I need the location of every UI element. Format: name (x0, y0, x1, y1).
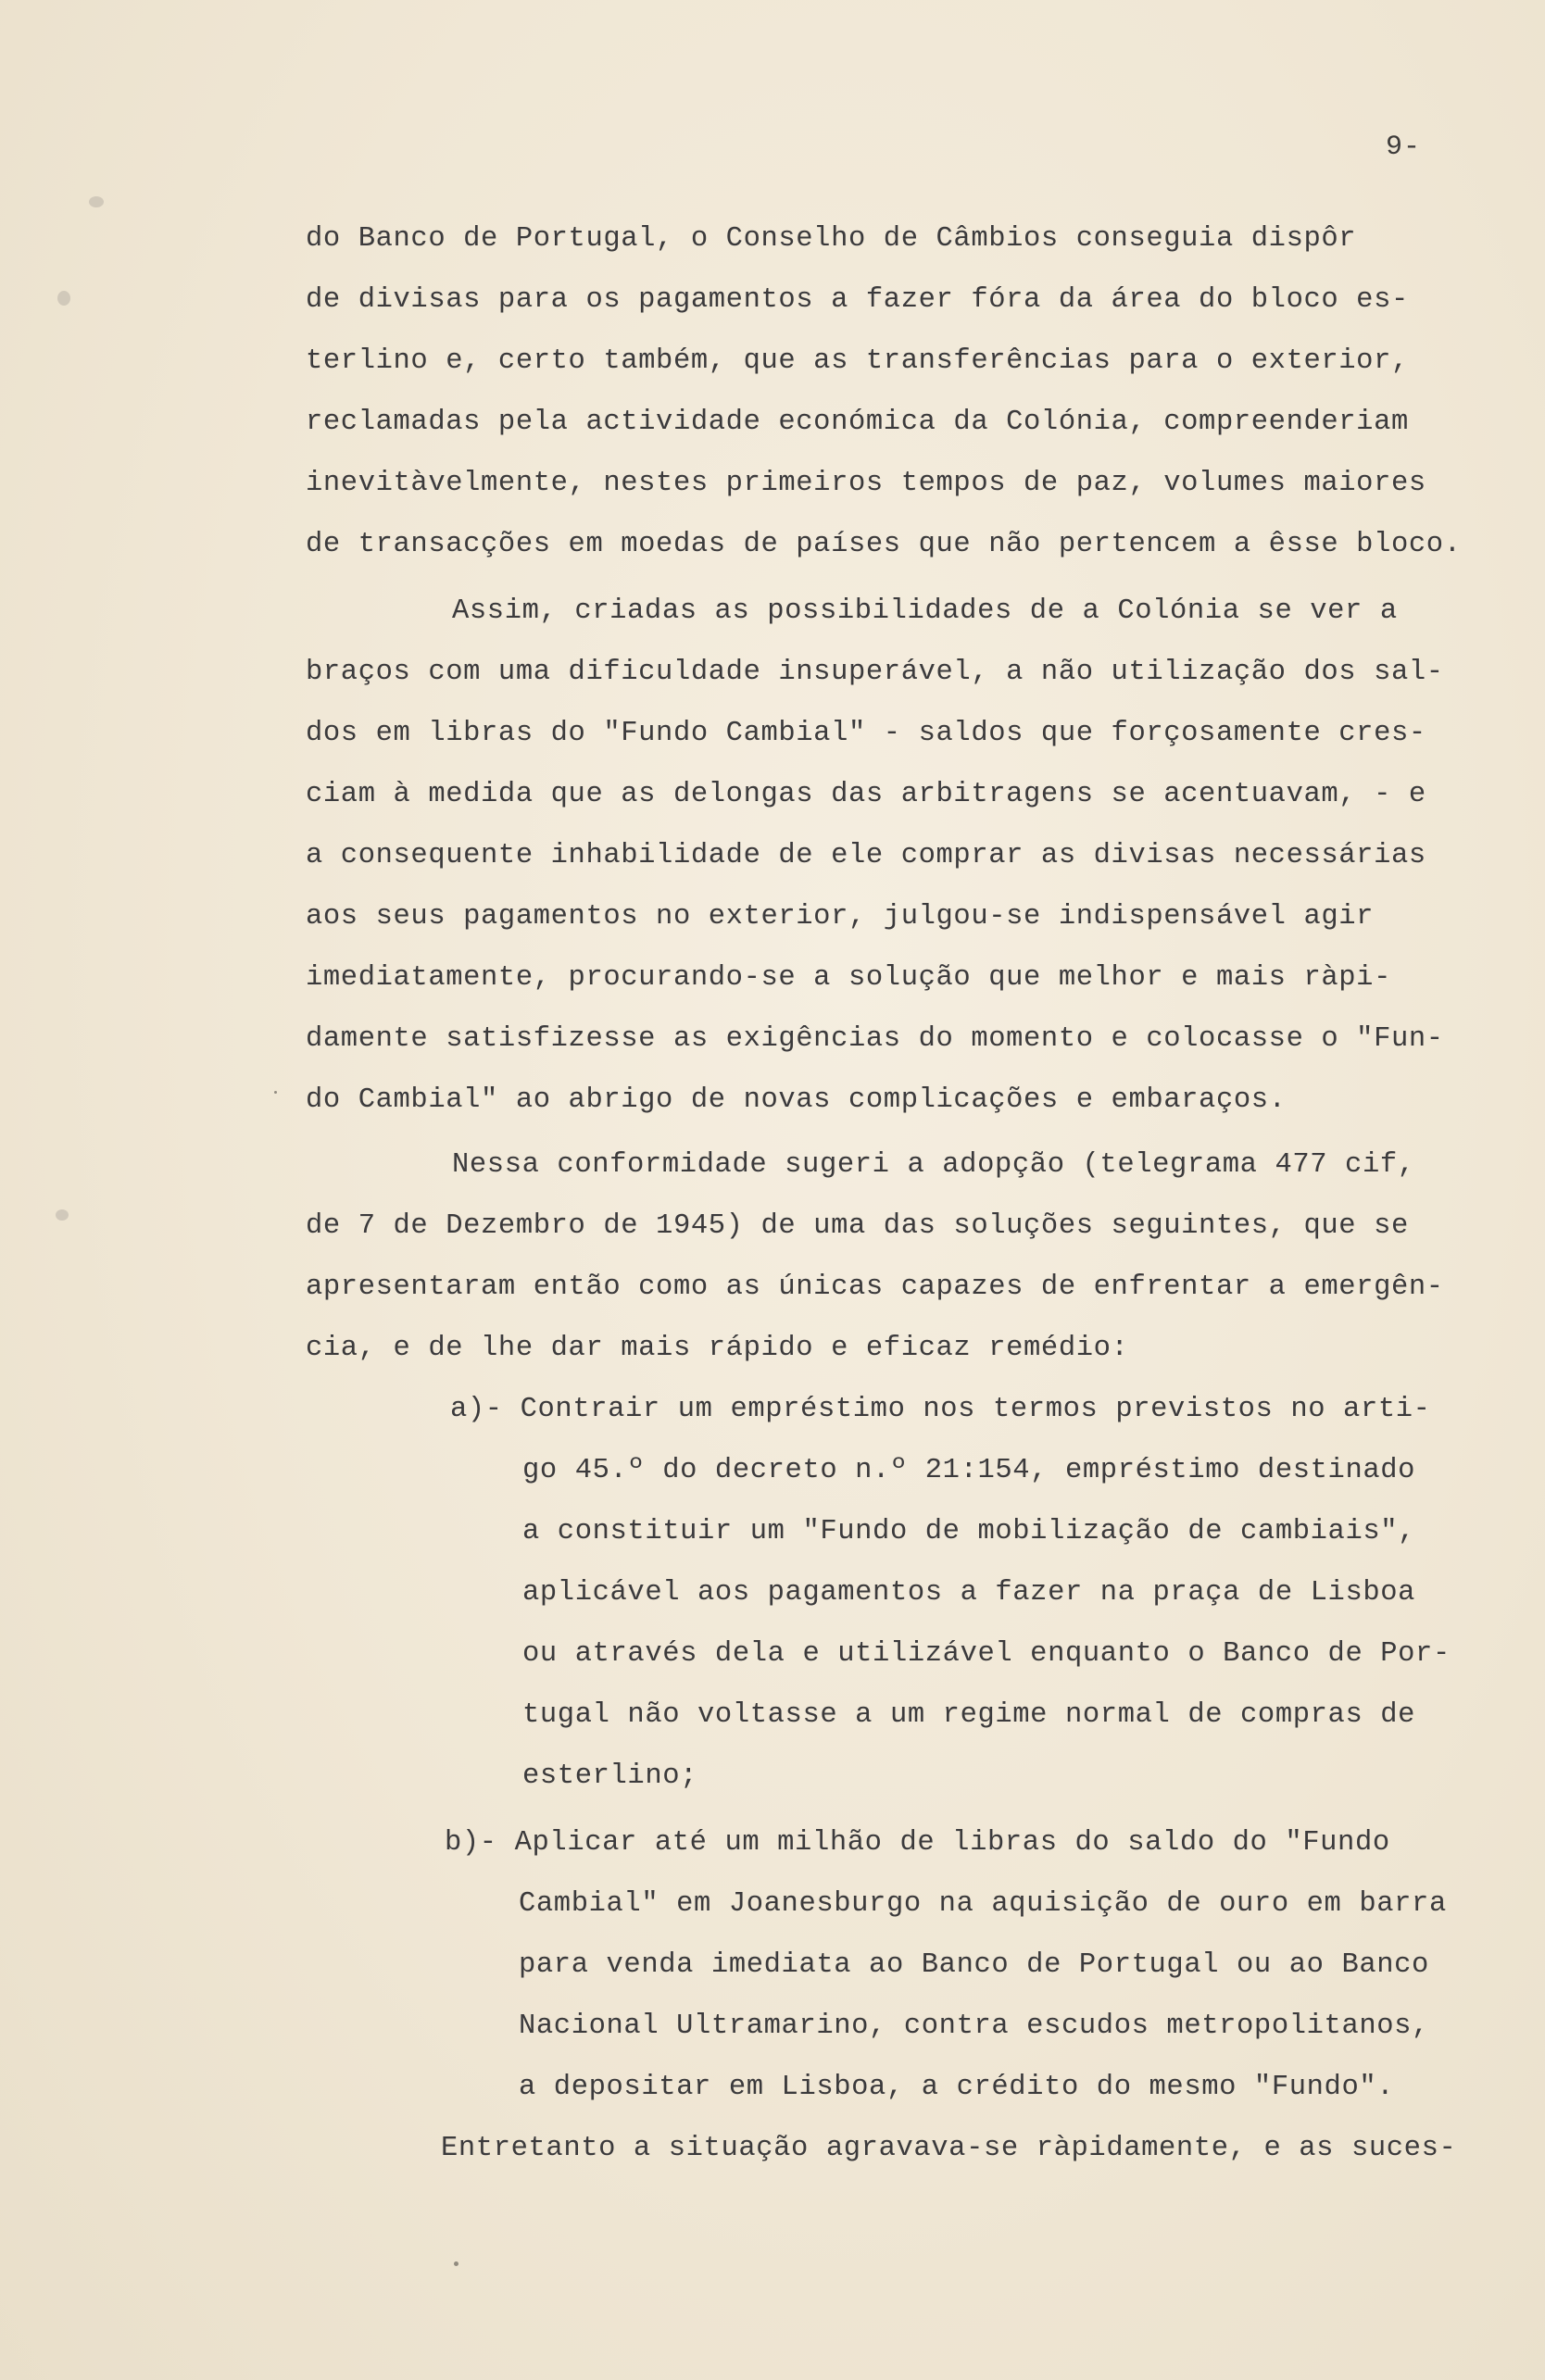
binding-hole-mark (56, 1209, 69, 1221)
text-line: de transacções em moedas de países que não pertencem a êsse bloco. (306, 529, 1462, 560)
text-line: ciam à medida que as delongas das arbitragens se acentuavam, - e (306, 779, 1426, 810)
text-line: Entretanto a situação agravava-se ràpidamente, e as suces- (441, 2133, 1457, 2164)
binding-hole-mark (57, 291, 70, 306)
text-line: tugal não voltasse a um regime normal de compras de (522, 1699, 1416, 1731)
text-line: apresentaram então como as únicas capazes de enfrentar a emergên- (306, 1271, 1444, 1303)
text-line: Nessa conformidade sugeri a adopção (telegrama 477 cif, (452, 1149, 1415, 1181)
text-line: terlino e, certo também, que as transferências para o exterior, (306, 345, 1409, 377)
text-line: aplicável aos pagamentos a fazer na praça de Lisboa (522, 1577, 1416, 1609)
list-item-b: b)- Aplicar até um milhão de libras do saldo do "Fundo (445, 1827, 1390, 1859)
text-line: Cambial" em Joanesburgo na aquisição de ouro em barra (519, 1888, 1447, 1920)
text-line: reclamadas pela actividade económica da Colónia, compreenderiam (306, 407, 1409, 438)
text-line: go 45.º do decreto n.º 21:154, empréstimo destinado (522, 1455, 1416, 1486)
text-line: cia, e de lhe dar mais rápido e eficaz remédio: (306, 1333, 1129, 1364)
text-line: do Cambial" ao abrigo de novas complicações e embaraços. (306, 1084, 1287, 1116)
text-line: imediatamente, procurando-se a solução que melhor e mais ràpi- (306, 962, 1391, 994)
text-line: ou através dela e utilizável enquanto o Banco de Por- (522, 1638, 1451, 1670)
text-line: Assim, criadas as possibilidades de a Colónia se ver a (452, 595, 1398, 627)
list-item-a: a)- Contrair um empréstimo nos termos previstos no arti- (450, 1394, 1431, 1425)
page-number: 9- (1386, 132, 1422, 163)
text-line: a consequente inhabilidade de ele comprar as divisas necessárias (306, 840, 1426, 871)
text-line: para venda imediata ao Banco de Portugal ou ao Banco (519, 1949, 1429, 1981)
text-line: damente satisfizesse as exigências do momento e colocasse o "Fun- (306, 1023, 1444, 1055)
text-line: inevitàvelmente, nestes primeiros tempos de paz, volumes maiores (306, 468, 1426, 499)
text-line: aos seus pagamentos no exterior, julgou-se indispensável agir (306, 901, 1375, 933)
text-line: a depositar em Lisboa, a crédito do mesmo "Fundo". (519, 2072, 1395, 2103)
text-line: de 7 de Dezembro de 1945) de uma das soluções seguintes, que se (306, 1210, 1409, 1242)
paper-speck (274, 1091, 277, 1094)
text-line: a constituir um "Fundo de mobilização de cambiais", (522, 1516, 1416, 1547)
text-line: esterlino; (522, 1760, 698, 1792)
text-line: de divisas para os pagamentos a fazer fóra da área do bloco es- (306, 284, 1409, 316)
text-line: braços com uma dificuldade insuperável, a não utilização dos sal- (306, 657, 1444, 688)
text-line: do Banco de Portugal, o Conselho de Câmbios conseguia dispôr (306, 223, 1357, 255)
text-line: dos em libras do "Fundo Cambial" - saldos que forçosamente cres- (306, 718, 1426, 749)
paper-speck (454, 2261, 458, 2266)
binding-hole-mark (89, 196, 104, 207)
text-line: Nacional Ultramarino, contra escudos metropolitanos, (519, 2010, 1429, 2042)
